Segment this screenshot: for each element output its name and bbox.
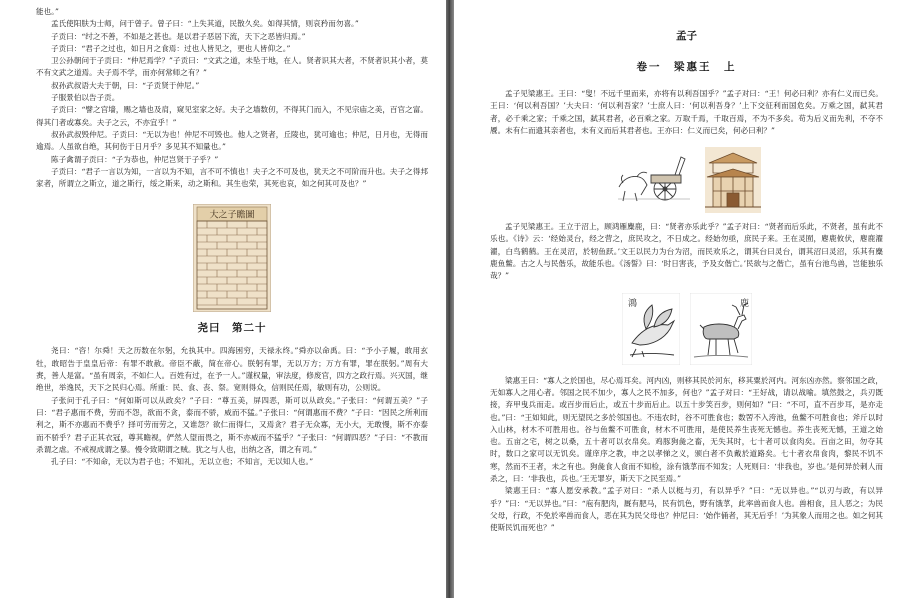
paragraph: 子贡曰：“纣之不善，不如是之甚也。是以君子恶居下流，天下之恶皆归焉。” (51, 31, 306, 41)
section-title: 卷一 梁惠王 上 (636, 61, 737, 73)
paragraph: 子服景伯以告子贡。 (51, 93, 120, 103)
figure-caption: 大之子瞻圖 (209, 210, 255, 221)
figure-label-bird: 鴻 (627, 298, 637, 309)
bird-deer-figures (490, 293, 883, 365)
paragraph: 子贡曰：“譬之宫墙，赐之墙也及肩，窥见室家之好。夫子之墙数仞，不得其门而入，不见宗庙之美，百官之富。得其门者或寡矣。夫子之云，不亦宜乎！” (36, 105, 428, 127)
paragraph: 梁惠王曰：“寡人之於国也，尽心焉耳矣。河内凶，则移其民於河东，移其粟於河内。河东凶亦然。察邻国之政，无如寡人之用心者。邻国之民不加少，寡人之民不加多，何也？”孟子对曰：“王好战，请以战喻。填然鼓之，兵刃既接，弃甲曳兵而走。或百步而后止，或五十步而后止。以五十步笑百步，则何如？”曰：“不可，直不百步耳，是亦走也。”曰：“王如知此，则无望民之多於邻国也。不违农时，谷不可胜食也；数罟不入洿池，鱼鳖不可胜食也；斧斤以时入山林，材木不可胜用也。谷与鱼鳖不可胜食，材木不可胜用，是使民养生丧死无憾也。养生丧死无憾，王道之始也。五亩之宅，树之以桑，五十者可以衣帛矣。鸡豚狗彘之畜，无失其时，七十者可以食肉矣。百亩之田，勿夺其时，数口之家可以无饥矣。谨庠序之教，申之以孝悌之义，颁白者不负戴於道路矣。七十者衣帛食肉，黎民不饥不寒，然而不王者，未之有也。狗彘食人食而不知检，涂有饿莩而不知发；人死则曰：‘非我也，岁也。’是何异於刺人而杀之，曰：‘非我也，兵也。’王无罪岁，斯天下之民至焉。” (490, 375, 883, 484)
palace-illustration (705, 147, 761, 213)
wild-goose-illustration (622, 293, 680, 365)
paragraph: 能也。” (36, 7, 59, 16)
right-page (454, 0, 899, 598)
book-title: 孟子 (676, 30, 697, 42)
book-gutter (446, 0, 454, 598)
paragraph: 子贡曰：“君子之过也，如日月之食焉：过也人皆见之，更也人皆仰之。” (51, 43, 291, 53)
deer-illustration (690, 293, 752, 365)
paragraph: 陈子禽谓子贡曰：“子为恭也，仲尼岂贤于子乎？” (51, 154, 219, 164)
left-page (0, 0, 446, 598)
paragraph: 卫公孙朝问于子贡曰：“仲尼焉学？”子贡曰：“文武之道，未坠于地，在人。贤者识其大者，不贤者识其小者，莫不有文武之道焉。夫子焉不学，而亦何常师之有？” (36, 56, 428, 78)
paragraph: 孟子见梁惠王。王立于沼上，顾鸿雁麋鹿，曰：“贤者亦乐此乎？”孟子对曰：“贤者而后乐此，不贤者，虽有此不乐也。《诗》云：‘经始灵台，经之营之，庶民攻之，不日成之。经始勿亟，庶民子来。王在灵囿，麀鹿攸伏，麀鹿濯濯，白鸟鹤鹤。王在灵沼，於牣鱼跃。’文王以民力为台为沼，而民欢乐之，谓其台曰灵台，谓其沼曰灵沼，乐其有麋鹿鱼鳖。古之人与民偕乐，故能乐也。《汤誓》曰：‘时日害丧，予及女偕亡。’民欲与之偕亡，虽有台池鸟兽，岂能独乐哉？” (490, 222, 883, 281)
palace-wall-illustration (193, 204, 271, 312)
chariot-illustration (613, 147, 695, 205)
paragraph: 子张问于孔子曰：“何如斯可以从政矣？”子曰：“尊五美，屏四恶，斯可以从政矣。”子张曰：“何谓五美？”子曰：“君子惠而不费，劳而不怨，欲而不贪，泰而不骄，威而不猛。”子张曰：“何谓惠而不费？”子曰：“因民之所利而利之，斯不亦惠而不费乎？择可劳而劳之，又谁怨？欲仁而得仁，又焉贪？君子无众寡，无小大，无敢慢，斯不亦泰而不骄乎？君子正其衣冠，尊其瞻视，俨然人望而畏之，斯不亦威而不猛乎？”子张曰：“何谓四恶？”子曰：“不教而杀谓之虐。不戒视成谓之暴。慢令致期谓之贼。犹之与人也，出纳之吝，谓之有司。” (36, 395, 428, 454)
figure-label-deer: 鹿 (739, 298, 749, 309)
chapter-title: 尧曰 第二十 (197, 322, 267, 335)
paragraph: 叔孙武叔语大夫于朝，曰：“子贡贤于仲尼。” (51, 80, 200, 90)
paragraph: 叔孙武叔毁仲尼。子贡曰：“无以为也！仲尼不可毁也。他人之贤者，丘陵也，犹可逾也；仲尼，日月也，无得而逾焉。人虽欲自绝，其何伤于日月乎？多见其不知量也。” (36, 129, 428, 152)
paragraph: 孟氏使阳肤为士师，问于曾子。曾子曰：“上失其道，民散久矣。如得其情，则哀矜而勿喜。” (51, 19, 359, 29)
paragraph: 孟子见梁惠王。王曰：“叟！不远千里而来，亦将有以利吾国乎？”孟子对曰：“王！何必曰利？亦有仁义而已矣。王曰：‘何以利吾国？’大夫曰：‘何以利吾家？’士庶人曰：‘何以利吾身？’上下交征利而国危矣。万乘之国，弑其君者，必千乘之家；千乘之国，弑其君者，必百乘之家。万取千焉，千取百焉，不为不多矣。苟为后义而先利，不夺不餍。未有仁而遗其亲者也，未有义而后其君者也。王亦曰：仁义而已矣，何必曰利？” (490, 89, 883, 135)
paragraph: 子贡曰：“君子一言以为知，一言以为不知，言不可不慎也！夫子之不可及也，犹天之不可阶而升也。夫子之得邦家者，所谓立之斯立，道之斯行，绥之斯来，动之斯和。其生也荣，其死也哀，如之何其可及也？” (36, 166, 428, 189)
paragraph: 孔子曰：“不知命，无以为君子也；不知礼，无以立也；不知言，无以知人也。” (51, 457, 314, 467)
paragraph: 尧曰：“咨！尔舜！天之历数在尔躬，允执其中。四海困穷，天禄永终。”舜亦以命禹。曰：“予小子履，敢用玄牡，敢昭告于皇皇后帝：有罪不敢赦。帝臣不蔽，简在帝心。朕躬有罪，无以万方；万方有罪，罪在朕躬。”周有大赉，善人是富。“虽有周亲，不如仁人。百姓有过，在予一人。”谨权量，审法度，修废官，四方之政行焉。兴灭国，继绝世，举逸民，天下之民归心焉。所重：民、食、丧、祭。宽则得众，信则民任焉，敏则有功，公则说。 (36, 346, 428, 393)
paragraph: 梁惠王曰：“寡人愿安承教。”孟子对曰：“杀人以梃与刃，有以异乎？”曰：“无以异也。”“以刃与政，有以异乎？”曰：“无以异也。”曰：“庖有肥肉，厩有肥马，民有饥色，野有饿莩，此率兽而食人也。兽相食，且人恶之；为民父母，行政，不免於率兽而食人，恶在其为民父母也？仲尼曰：‘始作俑者，其无后乎！’为其象人而用之也。如之何其使斯民饥而死也？” (490, 486, 883, 533)
chariot-palace-figures (490, 147, 883, 213)
wall-figure (36, 204, 428, 312)
